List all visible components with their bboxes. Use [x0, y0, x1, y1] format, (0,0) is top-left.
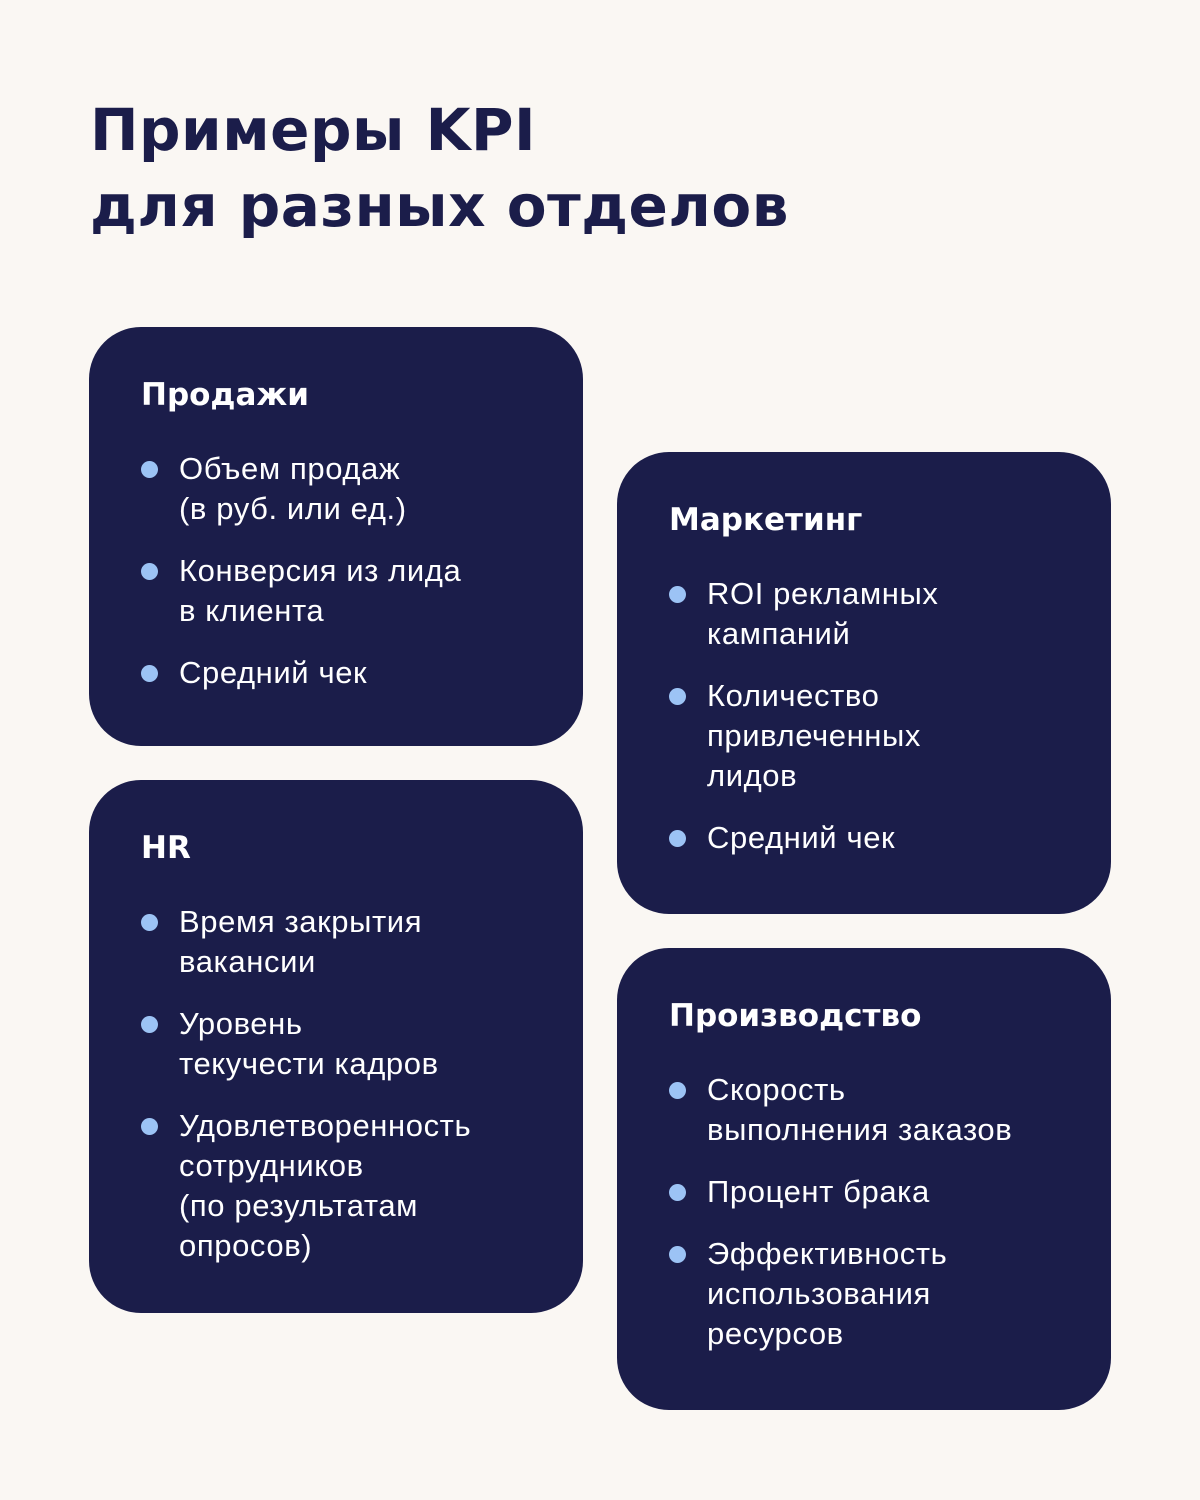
bullet-dot-icon [669, 1082, 686, 1099]
page-title [90, 92, 789, 244]
bullet-dot-icon [141, 665, 158, 682]
list-item [141, 449, 543, 529]
bullet-dot-icon [669, 830, 686, 847]
list-item-text: Средний чек [707, 820, 896, 855]
kpi-list [669, 574, 1071, 858]
list-item-text: Удовлетворенность сотрудников (по результатам опросов) [179, 1108, 472, 1263]
list-item [141, 551, 543, 631]
bullet-dot-icon [141, 563, 158, 580]
list-item [141, 902, 543, 982]
list-item-text: Скорость выполнения заказов [707, 1072, 1013, 1147]
list-item [669, 676, 1071, 796]
list-item-text: Уровень текучести кадров [179, 1006, 439, 1081]
list-item [669, 818, 1071, 858]
bullet-dot-icon [141, 461, 158, 478]
list-item [669, 574, 1071, 654]
page-title-line-2: для разных отделов [90, 172, 789, 240]
bullet-dot-icon [669, 586, 686, 603]
bullet-dot-icon [141, 1118, 158, 1135]
list-item [141, 1004, 543, 1084]
list-item-text: Процент брака [707, 1174, 930, 1209]
list-item-text: Время закрытия вакансии [179, 904, 423, 979]
list-item-text: Количество привлеченных лидов [707, 678, 922, 793]
list-item-text: Средний чек [179, 655, 368, 690]
bullet-dot-icon [669, 688, 686, 705]
card-marketing [617, 452, 1111, 914]
list-item-text: Эффективность использования ресурсов [707, 1236, 948, 1351]
list-item [141, 653, 543, 693]
card-hr [89, 780, 583, 1313]
list-item-text: Конверсия из лида в клиента [179, 553, 462, 628]
bullet-dot-icon [669, 1246, 686, 1263]
list-item [141, 1106, 543, 1266]
kpi-list [141, 902, 543, 1266]
list-item-text: Объем продаж (в руб. или ед.) [179, 451, 407, 526]
list-item-text: ROI рекламных кампаний [707, 576, 939, 651]
bullet-dot-icon [141, 1016, 158, 1033]
card-production [617, 948, 1111, 1410]
card-sales [89, 327, 583, 746]
bullet-dot-icon [669, 1184, 686, 1201]
list-item [669, 1172, 1071, 1212]
list-item [669, 1234, 1071, 1354]
kpi-list [141, 449, 543, 693]
page-title-line-1: Примеры KPI [90, 96, 537, 164]
card-title: HR [141, 830, 191, 866]
card-title: Маркетинг [669, 502, 863, 538]
list-item [669, 1070, 1071, 1150]
card-title: Продажи [141, 377, 309, 413]
card-title: Производство [669, 998, 922, 1034]
bullet-dot-icon [141, 914, 158, 931]
kpi-list [669, 1070, 1071, 1354]
